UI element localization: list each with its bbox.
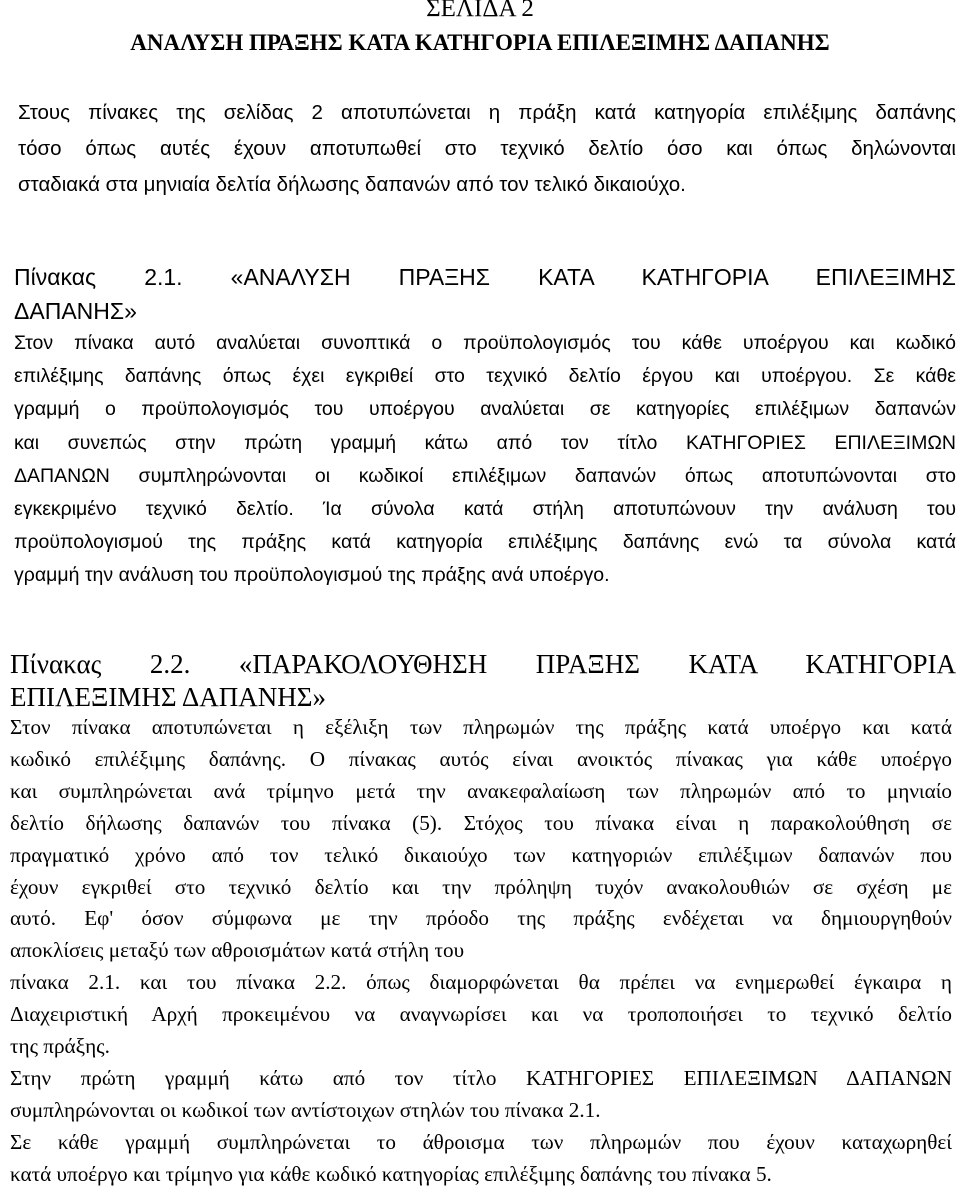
table-2-2-line: Στην πρώτη γραμμή κάτω από τον τίτλο ΚΑΤΗΓΟΡΙΕΣ ΕΠΙΛΕΞΙΜΩΝ ΔΑΠΑΝΩΝ	[10, 1065, 952, 1090]
intro-line: Στους πίνακες της σελίδας 2 αποτυπώνεται η πράξη κατά κατηγορία επιλέξιμης δαπάνης	[18, 101, 956, 124]
table-2-2-line: αυτό. Εφ' όσον σύμφωνα με την πρόοδο της πράξης ενδέχεται να δημιουργηθούν	[10, 906, 952, 931]
table-2-2-line: έχουν εγκριθεί στο τεχνικό δελτίο και την πρόληψη τυχόν ανακολουθιών σε σχέση με	[10, 874, 952, 899]
table-2-2-heading-line: ΕΠΙΛΕΞΙΜΗΣ ΔΑΠΑΝΗΣ»	[10, 682, 326, 712]
table-2-1-heading-line: ΔΑΠΑΝΗΣ»	[14, 298, 137, 324]
table-2-2-line: κατά υποέργο και τρίμηνο για κάθε κωδικό κατηγορίας επιλέξιμης δαπάνης του πίνακα 5.	[10, 1161, 772, 1186]
intro-paragraph	[18, 95, 956, 203]
table-2-1-line: επιλέξιμης δαπάνης όπως έχει εγκριθεί στο τεχνικό δελτίο έργου και υποέργου. Σε κάθε	[14, 365, 956, 388]
table-2-1-heading	[14, 260, 956, 328]
page-title: ΑΝΑΛΥΣΗ ΠΡΑΞΗΣ ΚΑΤΑ ΚΑΤΗΓΟΡΙΑ ΕΠΙΛΕΞΙΜΗΣ ΔΑΠΑΝΗΣ	[130, 30, 830, 55]
table-2-1-line: γραμμή την ανάλυση του προϋπολογισμού της πράξης ανά υποέργο.	[14, 564, 610, 587]
table-2-1-line: προϋπολογισμού της πράξης κατά κατηγορία επιλέξιμης δαπάνης ενώ τα σύνολα κατά	[14, 531, 956, 554]
intro-line: τόσο όπως αυτές έχουν αποτυπωθεί στο τεχνικό δελτίο όσο και όπως δηλώνονται	[18, 137, 956, 160]
table-2-2-line: πραγματικό χρόνο από τον τελικό δικαιούχο των κατηγοριών επιλέξιμων δαπανών που	[10, 842, 952, 867]
table-2-2-heading	[10, 648, 956, 714]
table-2-2-line: κωδικό επιλέξιμης δαπάνης. Ο πίνακας αυτός είναι ανοικτός πίνακας για κάθε υποέργο	[10, 746, 952, 771]
table-2-1-line: εγκεκριμένο τεχνικό δελτίο. Ία σύνολα κατά στήλη αποτυπώνουν την ανάλυση του	[14, 498, 956, 521]
table-2-1-line: ΔΑΠΑΝΩΝ συμπληρώνονται οι κωδικοί επιλέξιμων δαπανών όπως αποτυπώνονται στο	[14, 464, 956, 487]
table-2-2-description	[10, 712, 952, 1191]
table-2-2-line: και συμπληρώνεται ανά τρίμηνο μετά την ανακεφαλαίωση των πληρωμών από το μηνιαίο	[10, 778, 952, 803]
table-2-1-description	[14, 327, 956, 593]
table-2-1-heading-line: Πίνακας 2.1. «ΑΝΑΛΥΣΗ ΠΡΑΞΗΣ ΚΑΤΑ ΚΑΤΗΓΟΡΙΑ ΕΠΙΛΕΞΙΜΗΣ	[14, 264, 956, 290]
table-2-2-line: Σε κάθε γραμμή συμπληρώνεται το άθροισμα των πληρωμών που έχουν καταχωρηθεί	[10, 1129, 952, 1154]
table-2-2-line: αποκλίσεις μεταξύ των αθροισμάτων κατά στήλη του	[10, 938, 465, 963]
page-number: ΣΕΛΙΔΑ 2	[426, 0, 534, 22]
table-2-2-line: Διαχειριστική Αρχή προκειμένου να αναγνωρίσει και να τροποποιήσει το τεχνικό δελτίο	[10, 1002, 952, 1027]
table-2-2-line: συμπληρώνονται οι κωδικοί των αντίστοιχων στηλών του πίνακα 2.1.	[10, 1097, 601, 1122]
table-2-2-line: πίνακα 2.1. και του πίνακα 2.2. όπως διαμορφώνεται θα πρέπει να ενημερωθεί έγκαιρα η	[10, 970, 952, 995]
table-2-1-line: γραμμή ο προϋπολογισμός του υποέργου αναλύεται σε κατηγορίες επιλέξιμων δαπανών	[14, 398, 956, 421]
table-2-1-line: και συνεπώς στην πρώτη γραμμή κάτω από τον τίτλο ΚΑΤΗΓΟΡΙΕΣ ΕΠΙΛΕΞΙΜΩΝ	[14, 431, 956, 454]
table-2-2-line: Στον πίνακα αποτυπώνεται η εξέλιξη των πληρωμών της πράξης κατά υποέργο και κατά	[10, 715, 952, 739]
table-2-2-heading-line: Πίνακας 2.2. «ΠΑΡΑΚΟΛΟΥΘΗΣΗ ΠΡΑΞΗΣ ΚΑΤΑ ΚΑΤΗΓΟΡΙΑ	[10, 649, 956, 679]
table-2-2-line: της πράξης.	[10, 1034, 110, 1059]
intro-line: σταδιακά στα μηνιαία δελτία δήλωσης δαπανών από τον τελικό δικαιούχο.	[18, 173, 686, 196]
table-2-1-line: Στον πίνακα αυτό αναλύεται συνοπτικά ο προϋπολογισμός του κάθε υποέργου και κωδικό	[14, 332, 956, 354]
table-2-2-line: δελτίο δήλωσης δαπανών του πίνακα (5). Στόχος του πίνακα είναι η παρακολούθηση σε	[10, 810, 952, 835]
